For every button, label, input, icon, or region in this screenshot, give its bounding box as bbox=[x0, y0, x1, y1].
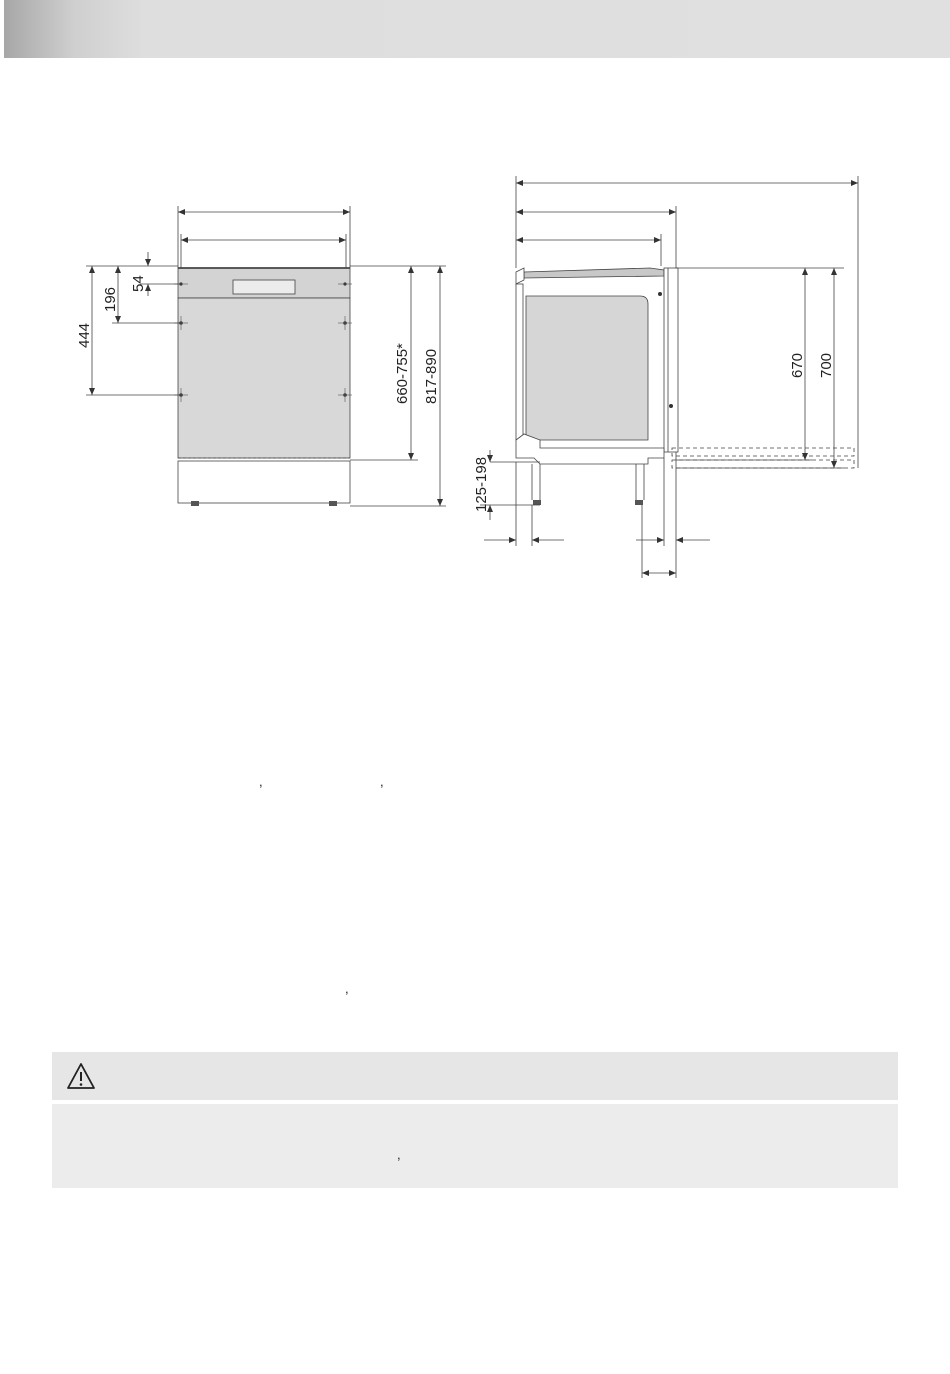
dim-700-label: 700 bbox=[818, 352, 835, 378]
dim-444-label: 444 bbox=[76, 322, 93, 348]
dim-660-755-label: 660-755* bbox=[394, 343, 411, 404]
dim-196-label: 196 bbox=[102, 286, 119, 312]
installation-dimension-drawing bbox=[0, 0, 950, 600]
dim-670-label: 670 bbox=[789, 352, 806, 378]
dim-125-198-label: 125-198 bbox=[473, 456, 490, 512]
body-comma-1: , bbox=[259, 774, 263, 789]
front-view bbox=[86, 206, 446, 506]
dim-817-890-label: 817-890 bbox=[423, 348, 440, 404]
warning-triangle-icon bbox=[66, 1061, 96, 1091]
warning-body bbox=[52, 1104, 898, 1188]
dim-54-label: 54 bbox=[130, 275, 147, 292]
warning-comma: , bbox=[397, 1147, 401, 1162]
body-comma-3: , bbox=[345, 981, 349, 996]
body-comma-2: , bbox=[380, 774, 384, 789]
warning-header bbox=[52, 1052, 898, 1100]
